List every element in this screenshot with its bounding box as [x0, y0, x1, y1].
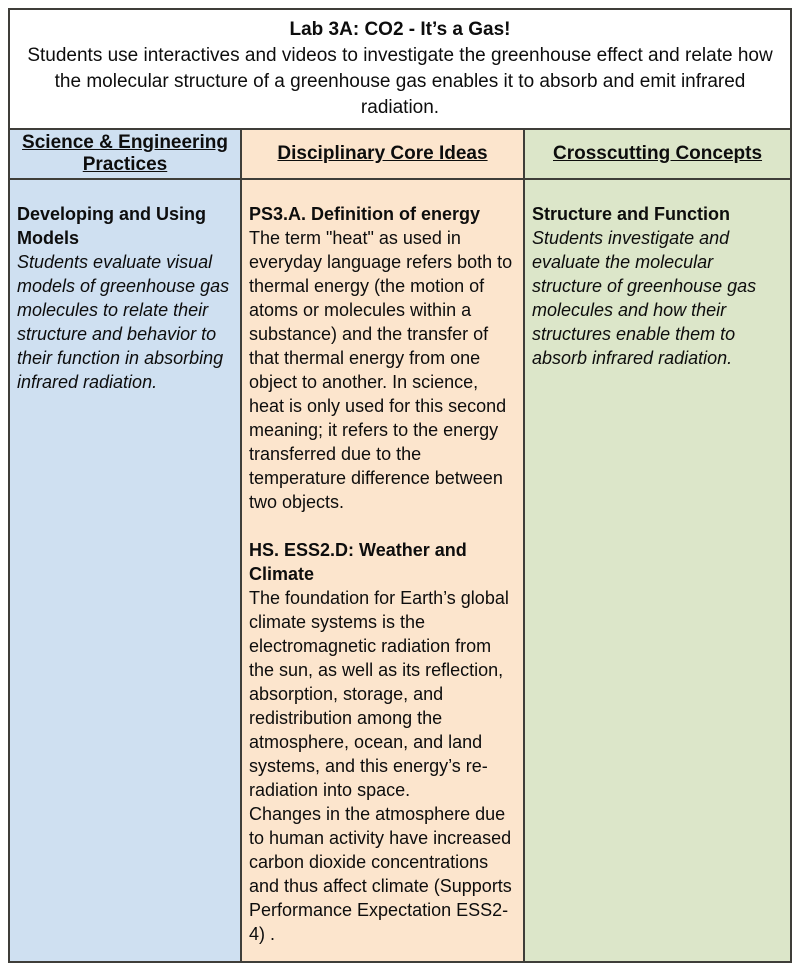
header-cell-core-ideas: [241, 129, 524, 179]
practices-cell: [9, 179, 241, 962]
concepts-header-label: Crosscutting Concepts: [553, 143, 763, 164]
core-ideas-section2-body: The foundation for Earth’s global climate systems is the electromagnetic radiation from the sun, as well as its reflection, absorption, storage, and redistribution among the atmosphere, ocean, and land systems, and this energy’s re-radiation into space. Changes in the atmosphere due to human activity have increased carbon dioxide concentrations and thus affect climate (Supports Performance Expectation ESS2-4) .: [249, 588, 512, 944]
title-cell: [9, 9, 791, 129]
practices-section-heading: Developing and Using Models: [17, 204, 207, 248]
practices-header-label: Science & Engineering Practices: [22, 132, 228, 175]
column-header-row: [9, 129, 791, 179]
header-cell-practices: [9, 129, 241, 179]
core-ideas-section1-heading: PS3.A. Definition of energy: [249, 204, 481, 224]
concepts-section-body: Students investigate and evaluate the molecular structure of greenhouse gas molecules and how their structures enable them to absorb infrared radiation.: [532, 228, 757, 368]
concepts-cell: [524, 179, 791, 962]
content-row: [9, 179, 791, 962]
lab-description: Students use interactives and videos to investigate the greenhouse effect and relate how the molecular structure of a greenhouse gas enables it to absorb and emit infrared radiation.: [27, 45, 773, 118]
core-ideas-section1-body: The term "heat" as used in everyday language refers both to thermal energy (the motion of atoms or molecules within a substance) and the transfer of that thermal energy from one object to another. In science, heat is only used for this second meaning; it refers to the energy transferred due to the temperature difference between two objects.: [249, 228, 513, 512]
core-ideas-cell: [241, 179, 524, 962]
core-ideas-section2-heading: HS. ESS2.D: Weather and Climate: [249, 540, 467, 584]
lab-title: Lab 3A: CO2 - It’s a Gas!: [289, 19, 511, 40]
core-ideas-header-label: Disciplinary Core Ideas: [277, 143, 488, 164]
title-row: [9, 9, 791, 129]
standards-alignment-table: [8, 8, 792, 963]
header-cell-concepts: [524, 129, 791, 179]
concepts-section-heading: Structure and Function: [532, 204, 730, 224]
practices-section-body: Students evaluate visual models of greenhouse gas molecules to relate their structure and behavior to their function in absorbing infrared radiation.: [17, 252, 230, 392]
